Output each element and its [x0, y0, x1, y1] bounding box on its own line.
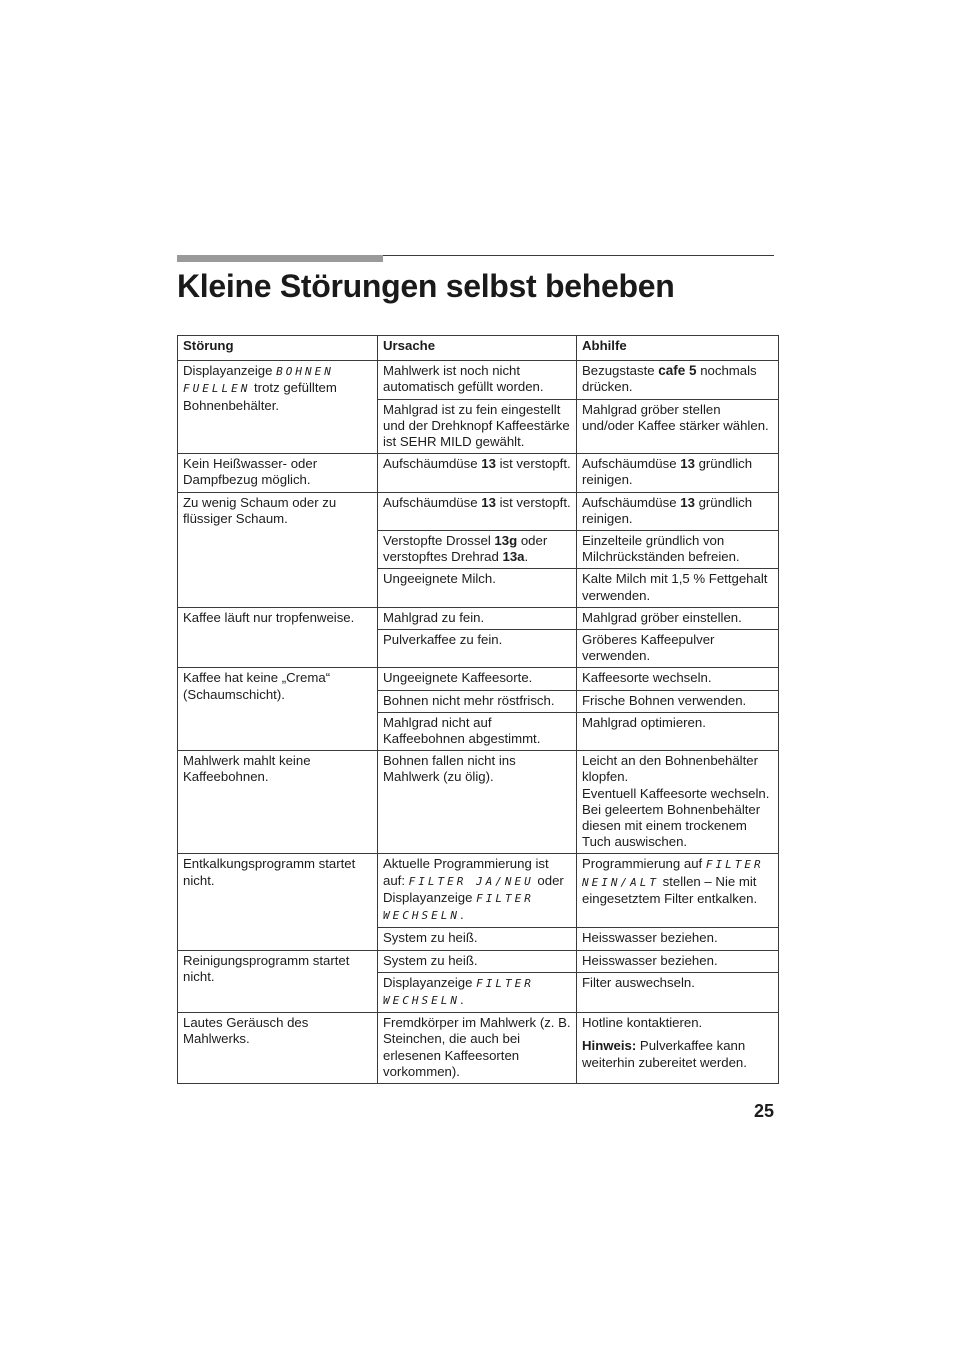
- remedy-cell: Heisswasser beziehen.: [577, 928, 779, 950]
- part-number: 13: [680, 456, 695, 472]
- header-accent-bar: [177, 255, 383, 262]
- problem-cell: Reinigungsprogramm startet nicht.: [178, 950, 378, 1013]
- table-row: [178, 607, 779, 629]
- key-label: cafe 5: [658, 363, 697, 379]
- column-header-problem: Störung: [178, 336, 378, 361]
- remedy-cell: Programmierung auf FILTER NEIN/ALT stellen – Nie mit eingesetztem Filter entkalken.: [577, 854, 779, 928]
- troubleshooting-table: [177, 335, 779, 1084]
- part-number: 13a: [502, 549, 525, 565]
- remedy-cell: Frische Bohnen verwenden.: [577, 690, 779, 712]
- problem-cell: Lautes Geräusch des Mahlwerks.: [178, 1013, 378, 1084]
- display-readout: FILTER WECHSELN: [383, 891, 534, 923]
- display-readout: FILTER NEIN/ALT: [582, 858, 764, 889]
- display-readout: BOHNEN: [276, 365, 334, 379]
- table-header-row: [178, 336, 779, 361]
- table-row: [178, 361, 779, 399]
- table-row: [178, 454, 779, 492]
- remedy-cell: Aufschäumdüse 13 gründlich reinigen.: [577, 492, 779, 530]
- problem-cell: Displayanzeige BOHNEN FUELLEN trotz gefülltem Bohnenbehälter.: [178, 361, 378, 454]
- table-row: [178, 668, 779, 690]
- display-readout: FILTER JA/NEU: [408, 874, 534, 888]
- remedy-cell: Einzelteile gründlich von Milchrückständen befreien.: [577, 531, 779, 569]
- table-row: [178, 492, 779, 530]
- cause-cell: Mahlwerk ist noch nicht automatisch gefüllt worden.: [378, 361, 577, 399]
- table-row: [178, 751, 779, 854]
- problem-cell: Entkalkungsprogramm startet nicht.: [178, 854, 378, 950]
- table-row: [178, 950, 779, 972]
- remedy-cell: Aufschäumdüse 13 gründlich reinigen.: [577, 454, 779, 492]
- page-title: Kleine Störungen selbst beheben: [177, 268, 675, 304]
- cause-cell: Pulverkaffee zu fein.: [378, 630, 577, 668]
- cause-cell: Aufschäumdüse 13 ist verstopft.: [378, 454, 577, 492]
- cause-cell: Aktuelle Programmierung ist auf: FILTER JA/NEU oder Displayanzeige FILTER WECHSELN.: [378, 854, 577, 928]
- cause-cell: Ungeeignete Kaffeesorte.: [378, 668, 577, 690]
- remedy-cell: Kaffeesorte wechseln.: [577, 668, 779, 690]
- problem-cell: Kaffee hat keine „Crema“ (Schaumschicht).: [178, 668, 378, 751]
- part-number: 13: [481, 456, 496, 472]
- display-readout: FUELLEN: [183, 382, 251, 396]
- cause-cell: System zu heiß.: [378, 950, 577, 972]
- page-number: 25: [754, 1101, 775, 1121]
- table-row: [178, 854, 779, 928]
- problem-cell: Mahlwerk mahlt keine Kaffeebohnen.: [178, 751, 378, 854]
- cause-cell: Bohnen nicht mehr röstfrisch.: [378, 690, 577, 712]
- problem-cell: Kaffee läuft nur tropfenweise.: [178, 607, 378, 668]
- remedy-cell: Kalte Milch mit 1,5 % Fettgehalt verwenden.: [577, 569, 779, 607]
- cause-cell: Bohnen fallen nicht ins Mahlwerk (zu ölig).: [378, 751, 577, 854]
- remedy-cell: Filter auswechseln.: [577, 972, 779, 1012]
- cause-cell: Mahlgrad ist zu fein eingestellt und der Drehknopf Kaffeestärke ist SEHR MILD gewählt.: [378, 399, 577, 454]
- note-label: Hinweis:: [582, 1038, 637, 1054]
- remedy-cell: Heisswasser beziehen.: [577, 950, 779, 972]
- cause-cell: Displayanzeige FILTER WECHSELN.: [378, 972, 577, 1012]
- problem-cell: Zu wenig Schaum oder zu flüssiger Schaum.: [178, 492, 378, 607]
- remedy-cell: Bezugstaste cafe 5 nochmals drücken.: [577, 361, 779, 399]
- column-header-cause: Ursache: [378, 336, 577, 361]
- remedy-cell: Leicht an den Bohnenbehälter klopfen. Eventuell Kaffeesorte wechseln. Bei geleertem Bohnenbehälter diesen mit einem trockenem Tuch auswischen.: [577, 751, 779, 854]
- part-number: 13: [680, 494, 695, 510]
- remedy-cell: Gröberes Kaffeepulver verwenden.: [577, 630, 779, 668]
- remedy-cell: Mahlgrad gröber einstellen.: [577, 607, 779, 629]
- remedy-cell: Hotline kontaktieren. Hinweis: Pulverkaffee kann weiterhin zubereitet werden.: [577, 1013, 779, 1084]
- cause-cell: Fremdkörper im Mahlwerk (z. B. Steinchen, die auch bei erlesenen Kaffeesorten vorkommen).: [378, 1013, 577, 1084]
- remedy-cell: Mahlgrad optimieren.: [577, 712, 779, 750]
- cause-cell: System zu heiß.: [378, 928, 577, 950]
- display-readout: FILTER WECHSELN: [383, 976, 534, 1007]
- cause-cell: Mahlgrad zu fein.: [378, 607, 577, 629]
- part-number: 13g: [494, 533, 518, 549]
- remedy-cell: Mahlgrad gröber stellen und/oder Kaffee stärker wählen.: [577, 399, 779, 454]
- column-header-remedy: Abhilfe: [577, 336, 779, 361]
- problem-cell: Kein Heißwasser- oder Dampfbezug möglich.: [178, 454, 378, 492]
- cause-cell: Aufschäumdüse 13 ist verstopft.: [378, 492, 577, 530]
- table-row: [178, 1013, 779, 1084]
- cause-cell: Mahlgrad nicht auf Kaffeebohnen abgestimmt.: [378, 712, 577, 750]
- cause-cell: Ungeeignete Milch.: [378, 569, 577, 607]
- cause-cell: Verstopfte Drossel 13g oder verstopftes Drehrad 13a.: [378, 531, 577, 569]
- part-number: 13: [481, 494, 496, 510]
